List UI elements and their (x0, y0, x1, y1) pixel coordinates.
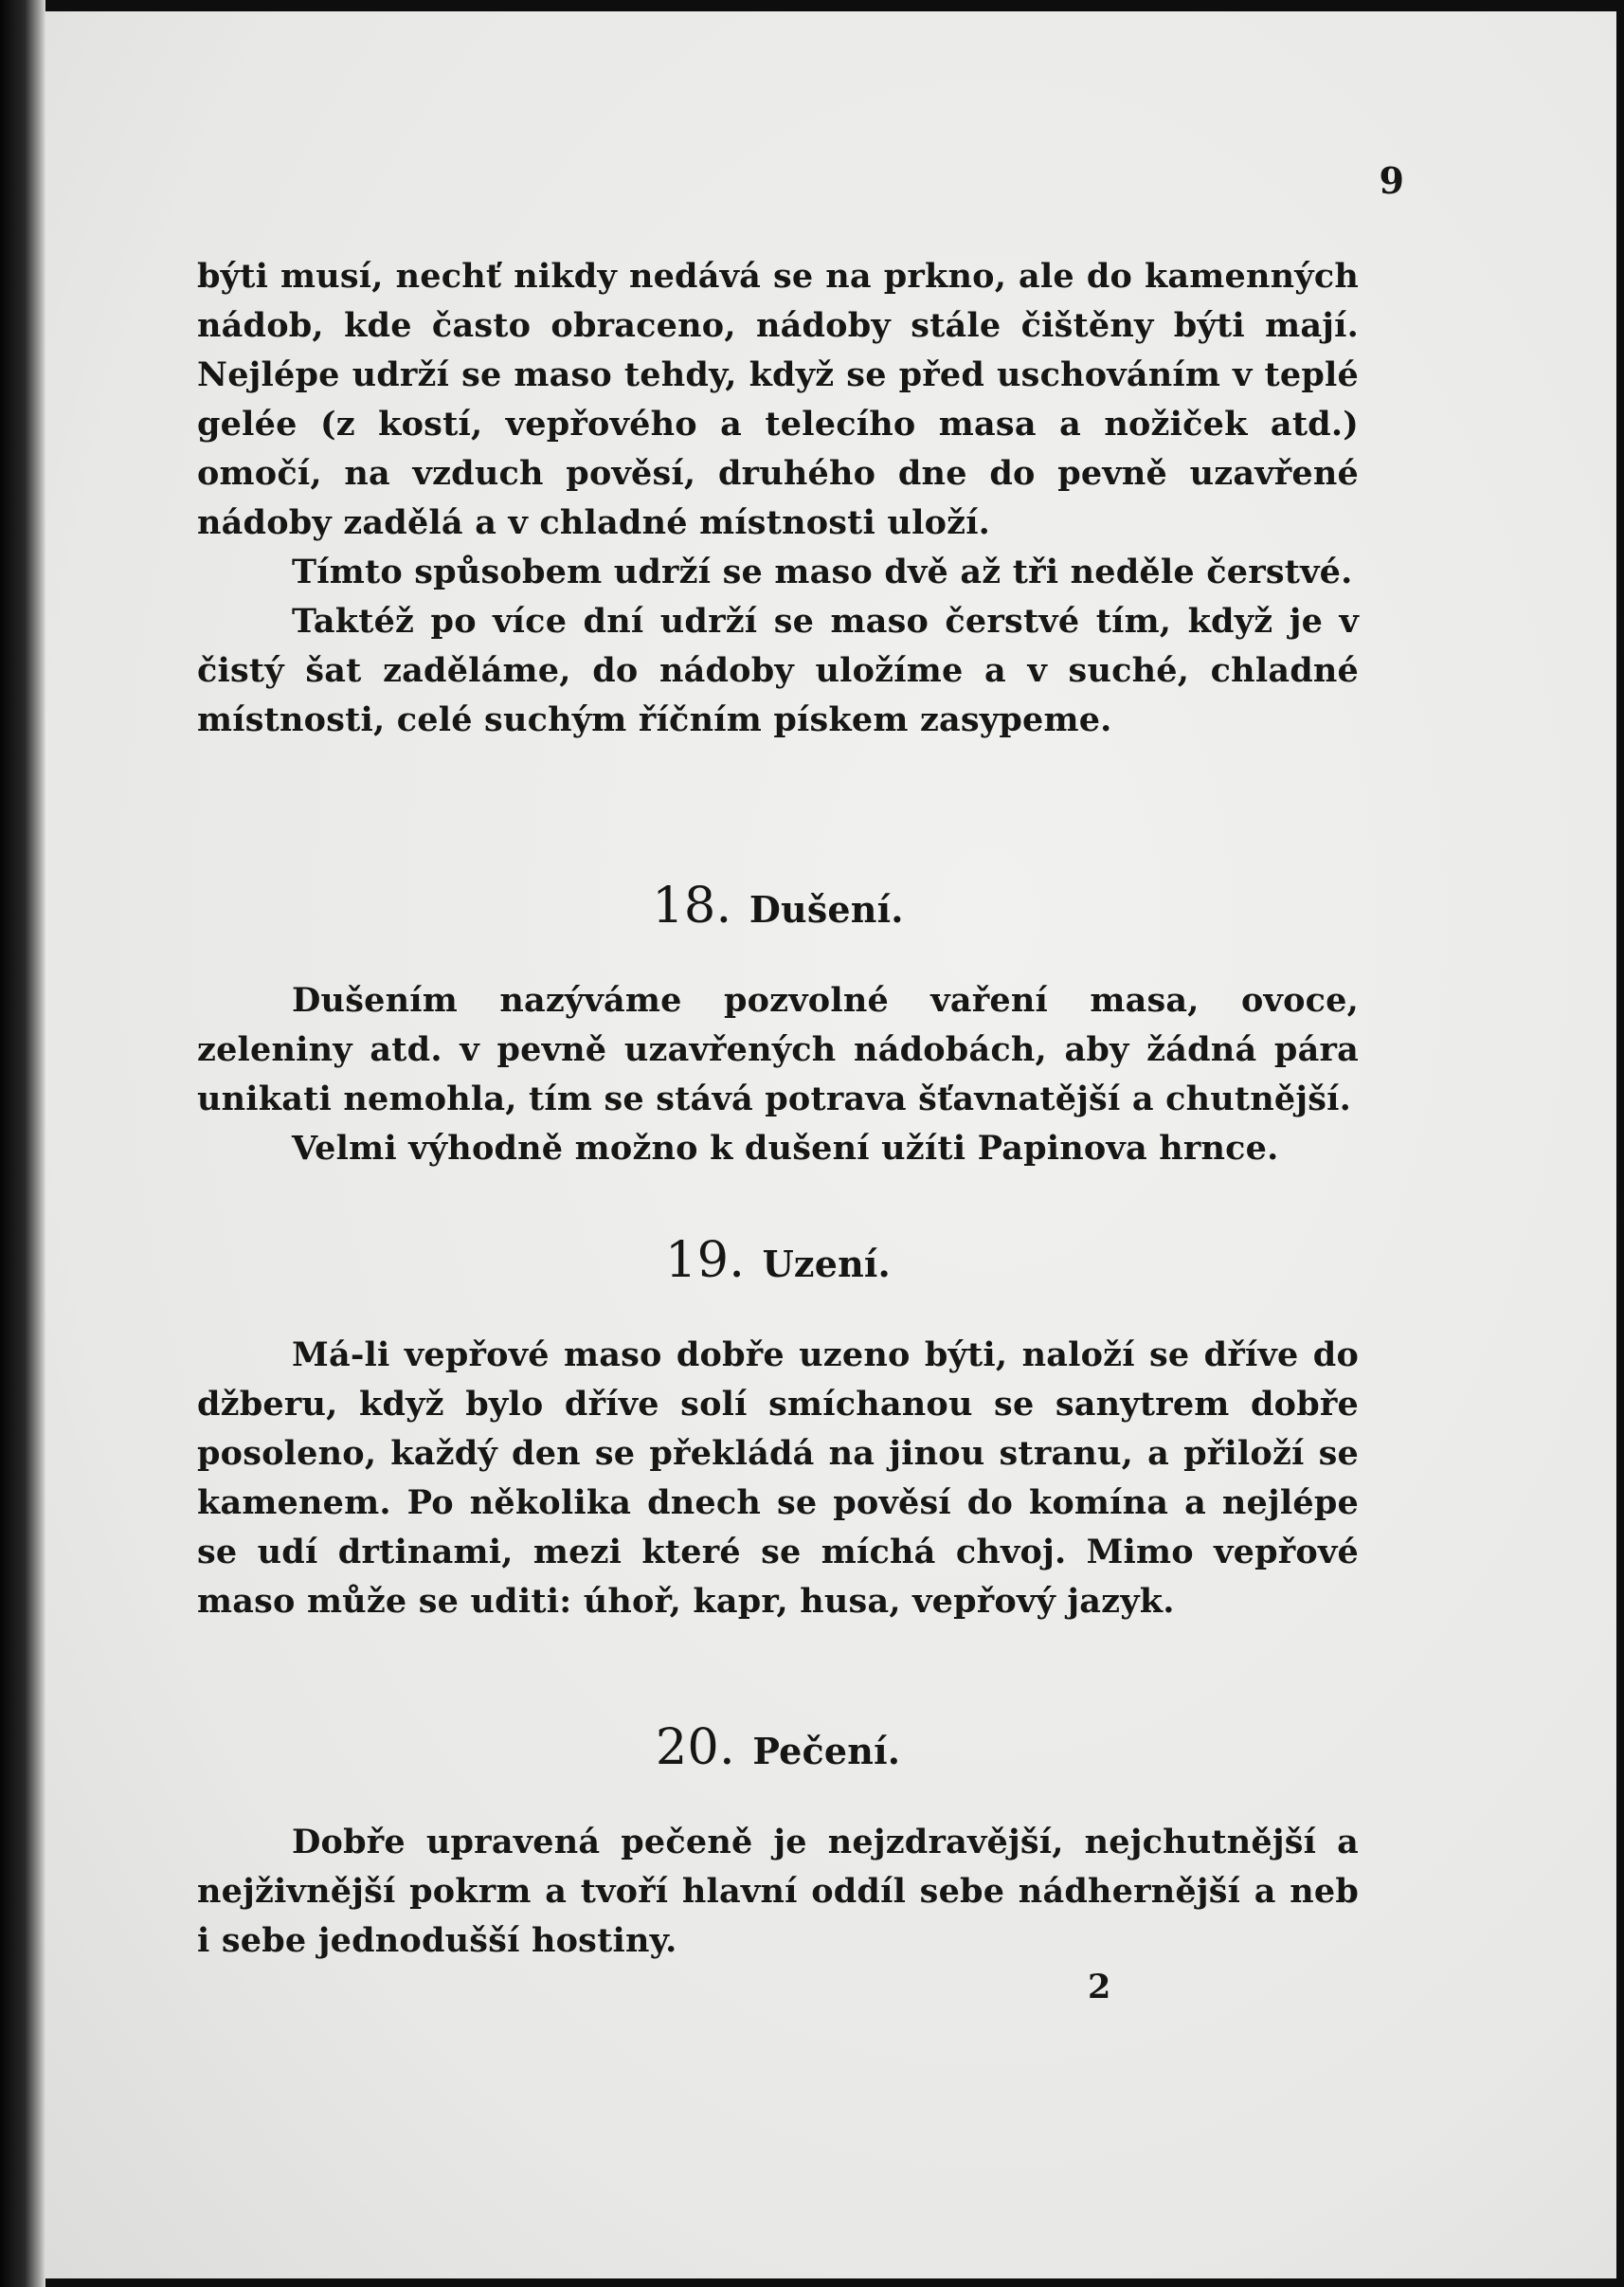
section-20 (197, 1718, 1359, 1966)
paragraph: Tímto spůsobem udrží se maso dvě až tři neděle čerstvé. (292, 553, 1353, 591)
paragraph: Dobře upravená pečeně je nejzdravější, nejchutnější a nejživnější pokrm a tvoří hlavní oddíl sebe nádhernější a neb i sebe jednodušší hostiny. (197, 1823, 1359, 1960)
section-heading (197, 877, 1359, 935)
paragraph: Velmi výhodně možno k dušení užíti Papinova hrnce. (292, 1129, 1279, 1168)
paragraph-continued: býti musí, nechť nikdy nedává se na prkno, ale do kamenných nádob, kde často obraceno, nádoby stále čištěny býti mají. Nejlépe udrží se maso tehdy, když se před uschováním v teplé gelée (z kostí, vepřového a telecího masa a nožiček atd.) omočí, na vzduch pověsí, druhého dne do pevně uzavřené nádoby zadělá a v chladné místnosti uloží. (197, 257, 1359, 542)
signature-mark: 2 (1088, 1968, 1111, 2006)
paragraph: Dušením nazýváme pozvolné vaření masa, ovoce, zeleniny atd. v pevně uzavřených nádobách, aby žádná pára unikati nemohla, tím se stává potrava šťavnatější a chutnější. (197, 981, 1359, 1118)
section-18 (197, 877, 1359, 1173)
section-title: Pečení. (752, 1730, 901, 1772)
section-title: Dušení. (749, 888, 904, 931)
section-heading (197, 1231, 1359, 1289)
section-19 (197, 1231, 1359, 1626)
paragraph: Taktéž po více dní udrží se maso čerstvé tím, když je v čistý šat zaděláme, do nádoby uložíme a v suché, chladné místnosti, celé suchým říčním pískem zasypeme. (197, 602, 1359, 739)
section-number: 19. (665, 1231, 746, 1289)
page-number: 9 (1379, 159, 1404, 202)
paragraph: Má-li vepřové maso dobře uzeno býti, naloží se dříve do džberu, když bylo dříve solí smíchanou se sanytrem dobře posoleno, každý den se překládá na jinou stranu, a přiloží se kamenem. Po několika dnech se pověsí do komína a nejlépe se udí drtinami, mezi které se míchá chvoj. Mimo vepřové maso může se uditi: úhoř, kapr, husa, vepřový jazyk. (197, 1335, 1359, 1621)
section-number: 18. (652, 877, 732, 935)
section-number: 20. (655, 1718, 735, 1776)
top-paragraphs (197, 252, 1359, 745)
section-heading (197, 1718, 1359, 1776)
book-binding-shadow (0, 0, 45, 2287)
section-title: Uzení. (762, 1243, 891, 1285)
